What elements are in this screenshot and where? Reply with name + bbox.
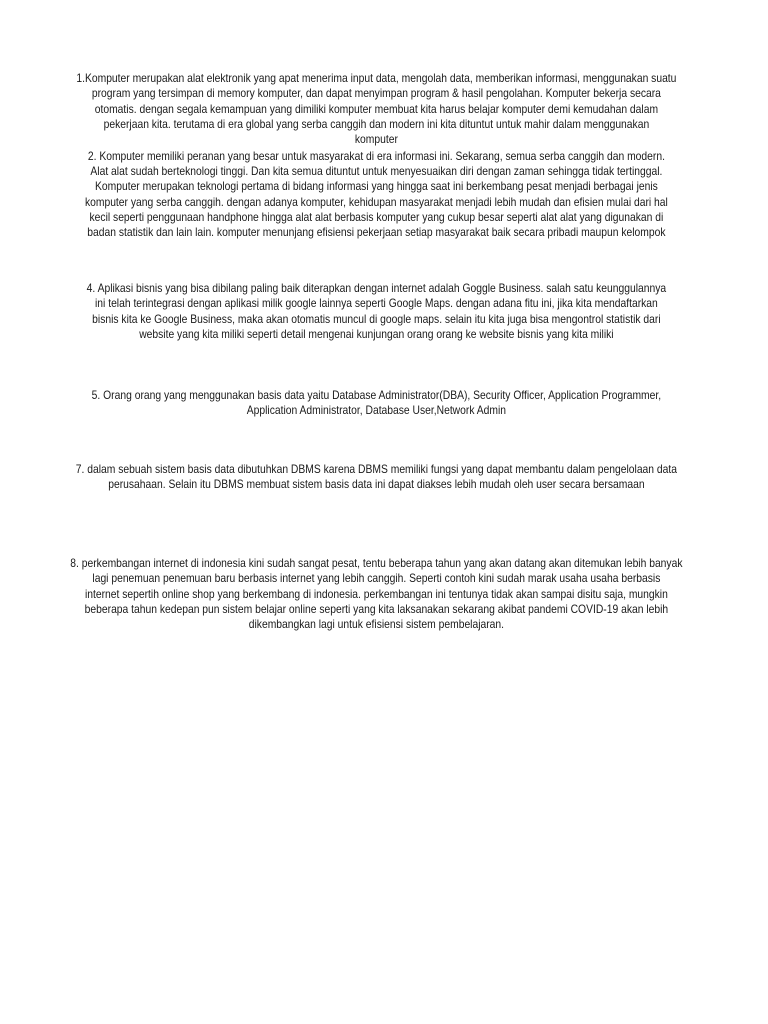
text-line: bisnis kita ke Google Business, maka akan otomatis muncul di google maps. selain itu kita juga bisa mengontrol statistik dari — [91, 311, 661, 326]
text-line: komputer — [354, 132, 398, 147]
text-line: lagi penemuan penemuan baru berbasis internet yang lebih canggih. Seperti contoh kini sudah marak usaha usaha berbasis — [92, 571, 660, 586]
text-line: 5. Orang orang yang menggunakan basis data yaitu Database Administrator(DBA), Security Officer, Application Programmer, — [91, 388, 661, 402]
text-line: perusahaan. Selain itu DBMS membuat sistem basis data ini dapat diakses lebih mudah oleh user secara bersamaan — [107, 477, 645, 492]
cut-off-line — [41, 149, 712, 164]
answer-paragraph-7 — [41, 462, 712, 493]
text-line: Alat alat sudah berteknologi tinggi. Dan kita semua dituntut untuk menyesuaikan diri dengan zaman sehingga tidak tertinggal. — [90, 164, 662, 178]
text-line: 1.Komputer merupakan alat elektronik yang apat menerima input data, mengolah data, memberikan informasi, menggunakan suatu — [75, 71, 677, 85]
text-line: internet sepertih online shop yang berkembang di indonesia. perkembangan ini tentunya tidak akan sampai disitu saja, mungkin — [84, 586, 668, 601]
text-line: komputer yang serba canggih. dengan adanya komputer, kehidupan masyarakat menjadi lebih mudah dan efisien mulai dari hal — [84, 194, 668, 209]
text-line: beberapa tahun kedepan pun sistem belajar online seperti yang kita laksanakan sekarang akibat pandemi COVID-19 akan lebih — [84, 601, 668, 616]
answer-paragraph-4 — [41, 281, 712, 342]
text-line: website yang kita miliki seperti detail mengenai kunjungan orang orang ke website bisnis yang kita miliki — [138, 326, 614, 341]
answer-paragraph-2 — [41, 149, 712, 240]
text-line: Komputer merupakan teknologi pertama di bidang informasi yang hingga saat ini berkembang pesat menjadi berbagai jenis — [94, 179, 658, 194]
text-line: otomatis. dengan segala kemampuan yang dimiliki komputer membuat kita harus belajar komputer demi kemudahan dalam — [94, 101, 658, 116]
cut-off-line-text: 2. Komputer memiliki peranan yang besar untuk masyarakat di era informasi ini. Sekarang, semua serba canggih dan modern. — [87, 149, 665, 163]
text-line: pekerjaan kita. terutama di era global yang serba canggih dan modern ini kita dituntut untuk mahir dalam menggunakan — [103, 116, 649, 131]
answer-paragraph-5 — [41, 388, 712, 419]
text-line: 8. perkembangan internet di indonesia kini sudah sangat pesat, tentu beberapa tahun yang akan datang akan ditemukan lebih banyak — [69, 556, 683, 570]
text-line: dikembangkan lagi untuk efisiensi sistem pembelajaran. — [248, 617, 504, 632]
text-line: 7. dalam sebuah sistem basis data dibutuhkan DBMS karena DBMS memiliki fungsi yang dapat membantu dalam pengelolaan data — [75, 462, 677, 476]
text-line: 4. Aplikasi bisnis yang bisa dibilang paling baik diterapkan dengan internet adalah Goggle Business. salah satu keunggulannya — [86, 281, 666, 295]
text-line: badan statistik dan lain lain. komputer menunjang efisiensi pekerjaan setiap masyarakat baik secara pribadi maupun kelompok — [86, 225, 666, 240]
answer-paragraph-8 — [41, 556, 712, 632]
text-line: kecil seperti penggunaan handphone hingga alat alat berbasis komputer yang cukup besar seperti alat alat yang digunakan di — [89, 209, 663, 224]
text-line: program yang tersimpan di memory komputer, dan dapat menyimpan program & hasil pengolahan. Komputer bekerja secara — [91, 86, 661, 101]
text-line: ini telah terintegrasi dengan aplikasi milik google lainnya seperti Google Maps. dengan adana fitu ini, jika kita mendaftarkan — [94, 296, 658, 311]
text-line: Application Administrator, Database User,Network Admin — [246, 403, 506, 418]
answer-paragraph-1 — [41, 71, 712, 147]
